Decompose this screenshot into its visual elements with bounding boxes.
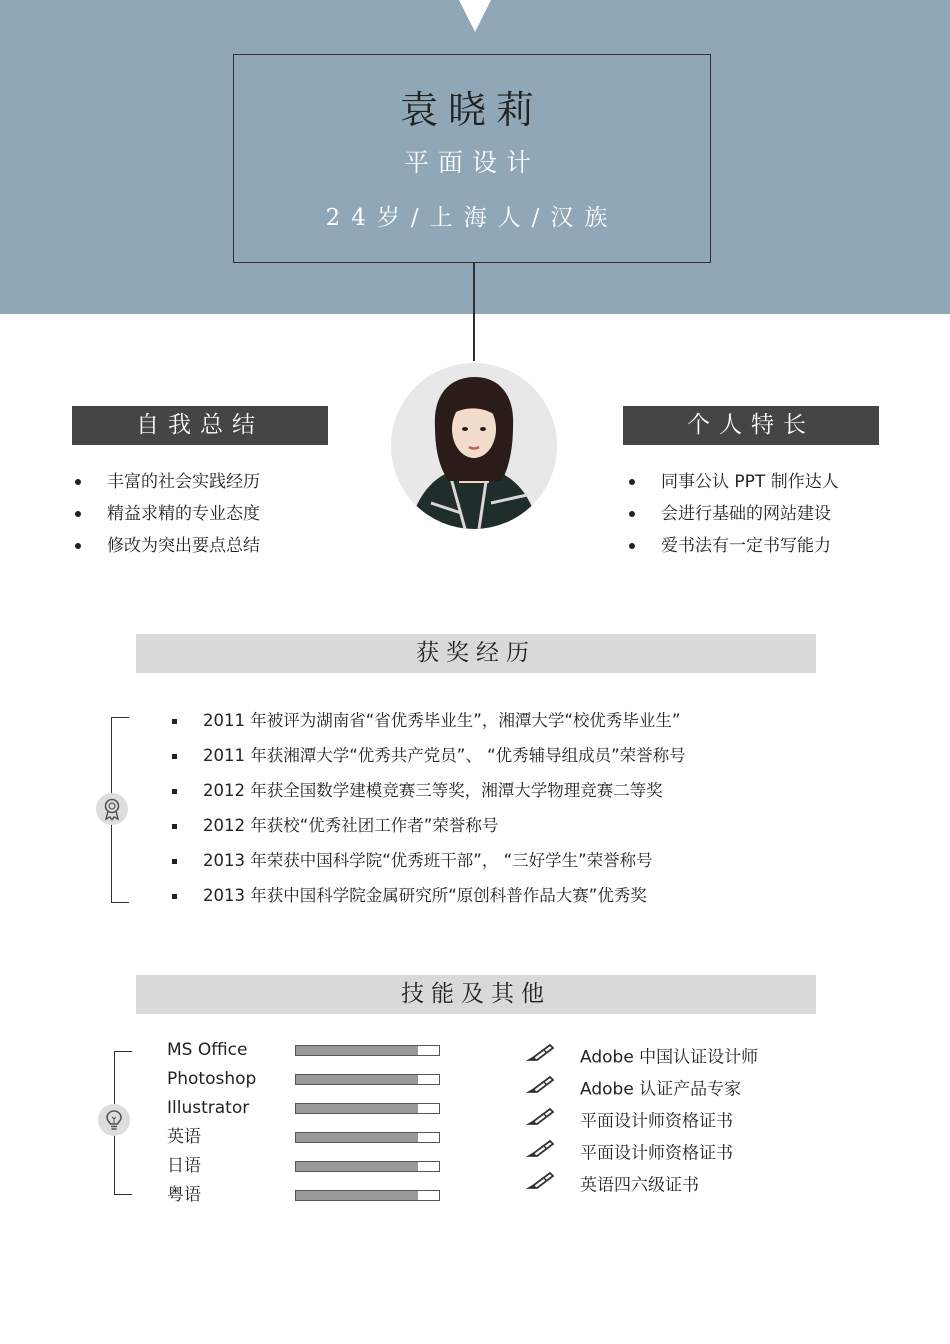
skill-row: 粤语 [167, 1181, 467, 1210]
lightbulb-icon [98, 1104, 130, 1136]
pen-icon [526, 1041, 556, 1074]
bullet-icon [629, 511, 635, 517]
name-box [233, 54, 711, 263]
skill-bar-fill [296, 1191, 418, 1200]
bullet-icon [172, 894, 177, 899]
awards-header: 获奖经历 [136, 634, 816, 673]
skill-row: 日语 [167, 1152, 467, 1181]
list-item: 2012 年获全国数学建模竞赛三等奖，湘潭大学物理竞赛二等奖 [172, 773, 686, 808]
connector-line [473, 263, 475, 361]
pen-icon [526, 1073, 556, 1106]
job-title: 平面设计 [403, 148, 540, 177]
skill-bar-fill [296, 1104, 418, 1113]
list-item: 精益求精的专业态度 [72, 498, 260, 530]
skill-bar [295, 1103, 440, 1114]
personal-info: 24岁/上海人/汉族 [325, 205, 619, 231]
person-name: 袁晓莉 [399, 88, 544, 132]
skill-row: MS Office [167, 1036, 467, 1065]
skill-row: 英语 [167, 1123, 467, 1152]
skill-row: Photoshop [167, 1065, 467, 1094]
list-item: 2011 年获湘潭大学“优秀共产党员”、 “优秀辅导组成员”荣誉称号 [172, 738, 686, 773]
bullet-icon [75, 479, 81, 485]
skill-bar-fill [296, 1162, 418, 1171]
list-item: 平面设计师资格证书 [526, 1137, 758, 1169]
skills-list [167, 1036, 467, 1210]
banner-notch [459, 0, 491, 32]
certificates-list [526, 1041, 758, 1201]
summary-header: 自我总结 [72, 406, 328, 445]
list-item: 爱书法有一定书写能力 [626, 530, 839, 562]
bullet-icon [172, 754, 177, 759]
skill-bar [295, 1045, 440, 1056]
skill-bar-fill [296, 1075, 418, 1084]
skill-bar [295, 1132, 440, 1143]
list-item: 修改为突出要点总结 [72, 530, 260, 562]
pen-icon [526, 1169, 556, 1202]
bullet-icon [172, 719, 177, 724]
profile-photo [391, 363, 557, 529]
bullet-icon [629, 543, 635, 549]
strengths-header: 个人特长 [623, 406, 879, 445]
skill-bar [295, 1190, 440, 1201]
bullet-icon [172, 824, 177, 829]
list-item: 会进行基础的网站建设 [626, 498, 839, 530]
list-item: 丰富的社会实践经历 [72, 466, 260, 498]
skill-bar [295, 1161, 440, 1172]
pen-icon [526, 1137, 556, 1170]
list-item: Adobe 认证产品专家 [526, 1073, 758, 1105]
list-item: 平面设计师资格证书 [526, 1105, 758, 1137]
strengths-list [626, 466, 839, 562]
skill-bar [295, 1074, 440, 1085]
skill-bar-fill [296, 1046, 418, 1055]
bullet-icon [172, 789, 177, 794]
list-item: 2013 年获中国科学院金属研究所“原创科普作品大赛”优秀奖 [172, 878, 686, 913]
list-item: 2012 年获校“优秀社团工作者”荣誉称号 [172, 808, 686, 843]
list-item: 2011 年被评为湖南省“省优秀毕业生”，湘潭大学“校优秀毕业生” [172, 703, 686, 738]
bullet-icon [629, 479, 635, 485]
pen-icon [526, 1105, 556, 1138]
list-item: 2013 年荣获中国科学院“优秀班干部”， “三好学生”荣誉称号 [172, 843, 686, 878]
bullet-icon [172, 859, 177, 864]
skill-row: Illustrator [167, 1094, 467, 1123]
list-item: 英语四六级证书 [526, 1169, 758, 1201]
skills-header: 技能及其他 [136, 975, 816, 1014]
bullet-icon [75, 511, 81, 517]
skill-bar-fill [296, 1133, 418, 1142]
awards-list [172, 703, 686, 913]
list-item: 同事公认 PPT 制作达人 [626, 466, 839, 498]
bullet-icon [75, 543, 81, 549]
summary-list [72, 466, 260, 562]
award-medal-icon [96, 793, 128, 825]
portrait-illustration [391, 363, 557, 529]
list-item: Adobe 中国认证设计师 [526, 1041, 758, 1073]
